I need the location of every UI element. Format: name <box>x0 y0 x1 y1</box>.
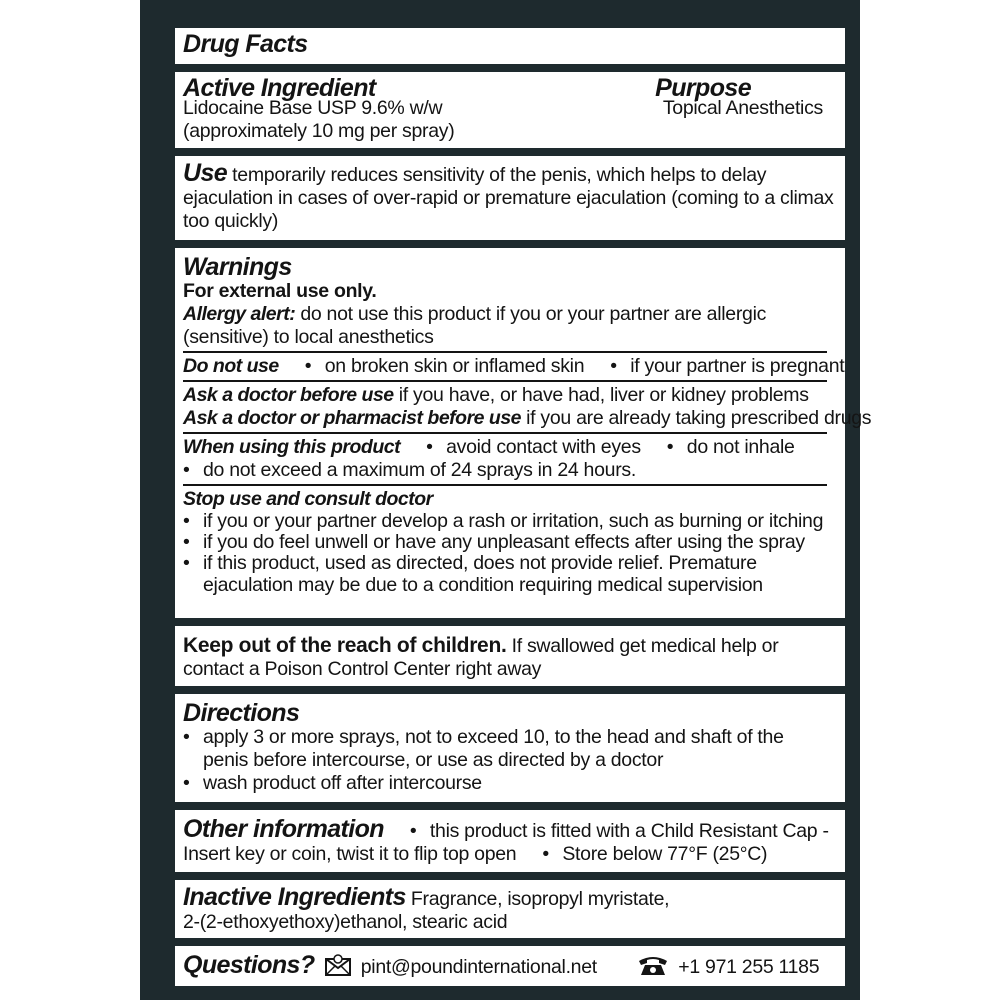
when-using-label: When using this product <box>183 436 401 458</box>
active-ingredient-box <box>175 72 845 148</box>
other-info-box: Other information • this product is fitted with a Child Resistant Cap - Insert key or coin, twist it to flip top open • Store below 77°F (25°C) <box>175 810 845 872</box>
other-info-heading: Other information <box>183 815 384 843</box>
questions-phone[interactable]: +1 971 255 1185 <box>678 956 820 978</box>
active-ingredient-line-1: Lidocaine Base USP 9.6% w/w <box>183 97 443 119</box>
active-ingredient-heading: Active Ingredient <box>183 74 376 102</box>
ask-doctor-label: Ask a doctor before use <box>183 384 394 406</box>
stop-item-1: if you or your partner develop a rash or irritation, such as burning or itching <box>203 510 824 532</box>
stop-item-3: if this product, used as directed, does not provide relief. Premature <box>203 552 757 574</box>
do-not-use-item-2: if your partner is pregnant <box>630 355 845 377</box>
directions-item-1-line-1: apply 3 or more sprays, not to exceed 10, to the head and shaft of the <box>203 726 784 748</box>
other-item-1-line-1: this product is fitted with a Child Resistant Cap - <box>429 820 829 842</box>
stop-item-2: if you do feel unwell or have any unpleasant effects after using the spray <box>203 531 805 553</box>
directions-heading: Directions <box>183 699 300 727</box>
do-not-use-item-1: on broken skin or inflamed skin <box>324 355 585 377</box>
inactive-box <box>175 880 845 938</box>
allergy-line-2: (sensitive) to local anesthetics <box>183 326 434 348</box>
stop-continuation: ejaculation may be due to a condition requiring medical supervision <box>203 574 763 596</box>
allergy-line-1: do not use this product if you or your partner are allergic <box>295 303 767 325</box>
drug-facts-title-box <box>175 28 845 64</box>
ask-doctor-text: if you have, or have had, liver or kidney problems <box>393 384 809 406</box>
divider <box>183 351 827 353</box>
use-line-3: too quickly) <box>183 210 279 232</box>
questions-box <box>175 946 845 986</box>
keep-out-label: Keep out of the reach of children. <box>183 634 507 657</box>
inactive-heading: Inactive Ingredients <box>183 883 406 911</box>
telephone-icon <box>637 953 669 983</box>
questions-email[interactable]: pint@poundinternational.net <box>360 956 597 978</box>
warnings-heading: Warnings <box>183 253 292 281</box>
use-line-1: temporarily reduces sensitivity of the penis, which helps to delay <box>227 164 767 186</box>
other-item-1-line-2: Insert key or coin, twist it to flip top open <box>183 843 517 865</box>
stop-use-label: Stop use and consult doctor <box>183 488 433 510</box>
questions-heading: Questions? <box>183 951 315 979</box>
other-item-2: Store below 77°F (25°C) <box>562 843 768 865</box>
keep-out-box <box>175 626 845 686</box>
when-using-item-1: avoid contact with eyes <box>446 436 641 458</box>
warnings-box: Warnings For external use only. Allergy alert: do not use this product if you or your partner are allergic (sensitive) to local anesthetics Do not use • on broken skin or inflamed skin • if your partner is pregnant Ask a doctor before use if you have, or have had, liver or kidney problems Ask a doctor or pharmacist before use if you are already taking prescribed drugs When using this product • avoid contact with eyes • do not inhale • do not exceed a maximum of 24 sprays in 24 hours. Stop use and consult doctor • if you or your partner develop a rash or irritation, such as burning or itching • if you do feel unwell or have any unpleasant effects after using the spray • if this product, used as directed, does not provide relief. Premature ejaculation may be due to a condition requiring medical supervision <box>175 248 845 618</box>
divider <box>183 380 827 382</box>
purpose-heading: Purpose <box>655 74 751 102</box>
purpose-text: Topical Anesthetics <box>662 97 823 119</box>
ask-pharmacist-label: Ask a doctor or pharmacist before use <box>183 407 522 429</box>
allergy-alert-label: Allergy alert: <box>183 303 296 325</box>
divider <box>183 432 827 434</box>
external-use-text: For external use only. <box>183 280 377 302</box>
divider <box>183 484 827 486</box>
use-box <box>175 156 845 240</box>
when-using-item-2: do not inhale <box>686 436 795 458</box>
directions-box: Directions • apply 3 or more sprays, not to exceed 10, to the head and shaft of the penis before intercourse, or use as directed by a doctor • wash product off after intercourse <box>175 694 845 802</box>
keep-out-text: If swallowed get medical help or <box>506 635 779 657</box>
email-icon <box>324 953 352 983</box>
directions-item-2: wash product off after intercourse <box>203 772 482 794</box>
use-line-2: ejaculation in cases of over-rapid or premature ejaculation (coming to a climax <box>183 187 834 209</box>
ask-pharmacist-text: if you are already taking prescribed drugs <box>521 407 872 429</box>
inactive-line-1: Fragrance, isopropyl myristate, <box>405 888 670 910</box>
inactive-line-2: 2-(2-ethoxyethoxy)ethanol, stearic acid <box>183 911 508 933</box>
keep-out-line-2: contact a Poison Control Center right away <box>183 658 542 680</box>
do-not-use-label: Do not use <box>183 355 279 377</box>
drug-facts-title: Drug Facts <box>183 30 308 58</box>
use-heading: Use <box>183 159 228 187</box>
active-ingredient-line-2: (approximately 10 mg per spray) <box>183 120 455 142</box>
directions-item-1-line-2: penis before intercourse, or use as directed by a doctor <box>203 749 664 771</box>
when-using-item-3: do not exceed a maximum of 24 sprays in 24 hours. <box>203 459 636 481</box>
